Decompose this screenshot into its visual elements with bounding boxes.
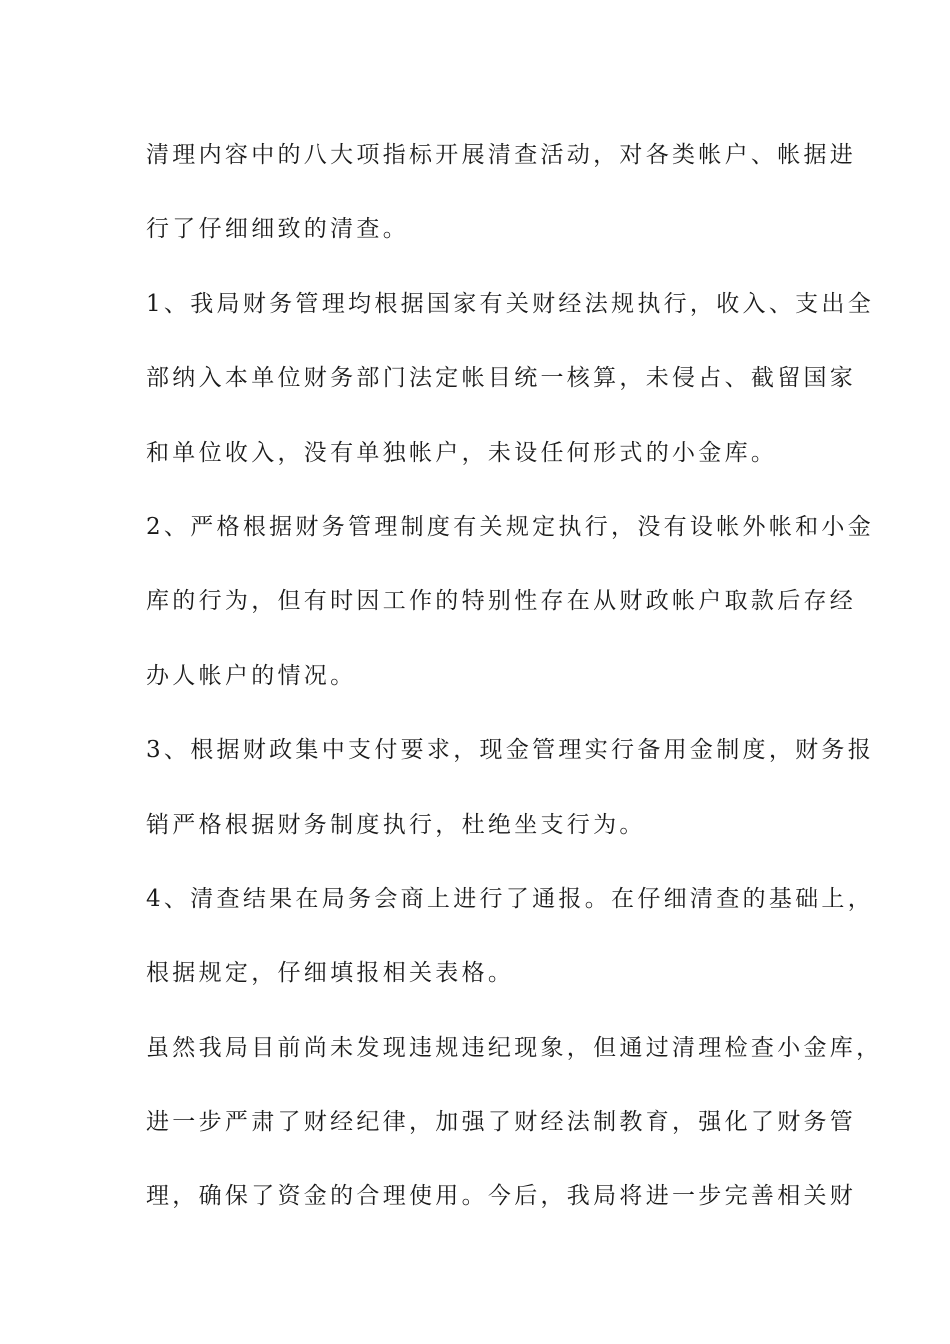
text-line-5: 和单位收入，没有单独帐户，未设任何形式的小金库。 <box>146 439 778 466</box>
text-line-1: 清理内容中的八大项指标开展清查活动，对各类帐户、帐据进 <box>146 142 857 168</box>
text-line-14: 进一步严肃了财经纪律，加强了财经法制教育，强化了财务管 <box>146 1109 857 1136</box>
text-line-4: 部纳入本单位财务部门法定帐目统一核算，未侵占、截留国家 <box>146 365 857 392</box>
text-line-6: 2、严格根据财务管理制度有关规定执行，没有设帐外帐和小金 <box>146 513 875 540</box>
text-line-2: 行了仔细细致的清查。 <box>146 216 409 243</box>
text-line-8: 办人帐户的情况。 <box>146 662 357 689</box>
text-line-9: 3、根据财政集中支付要求，现金管理实行备用金制度，财务报 <box>146 737 875 764</box>
text-line-15: 理，确保了资金的合理使用。今后，我局将进一步完善相关财 <box>146 1183 857 1210</box>
text-line-7: 库的行为，但有时因工作的特别性存在从财政帐户取款后存经 <box>146 588 857 615</box>
text-line-3: 1、我局财务管理均根据国家有关财经法规执行，收入、支出全 <box>146 290 875 317</box>
body-text <box>146 118 883 1234</box>
text-line-12: 根据规定，仔细填报相关表格。 <box>146 960 515 987</box>
text-line-13: 虽然我局目前尚未发现违规违纪现象，但通过清理检查小金库， <box>146 1034 883 1061</box>
text-line-10: 销严格根据财务制度执行，杜绝坐支行为。 <box>146 811 646 838</box>
text-line-11: 4、清查结果在局务会商上进行了通报。在仔细清查的基础上， <box>146 885 875 912</box>
